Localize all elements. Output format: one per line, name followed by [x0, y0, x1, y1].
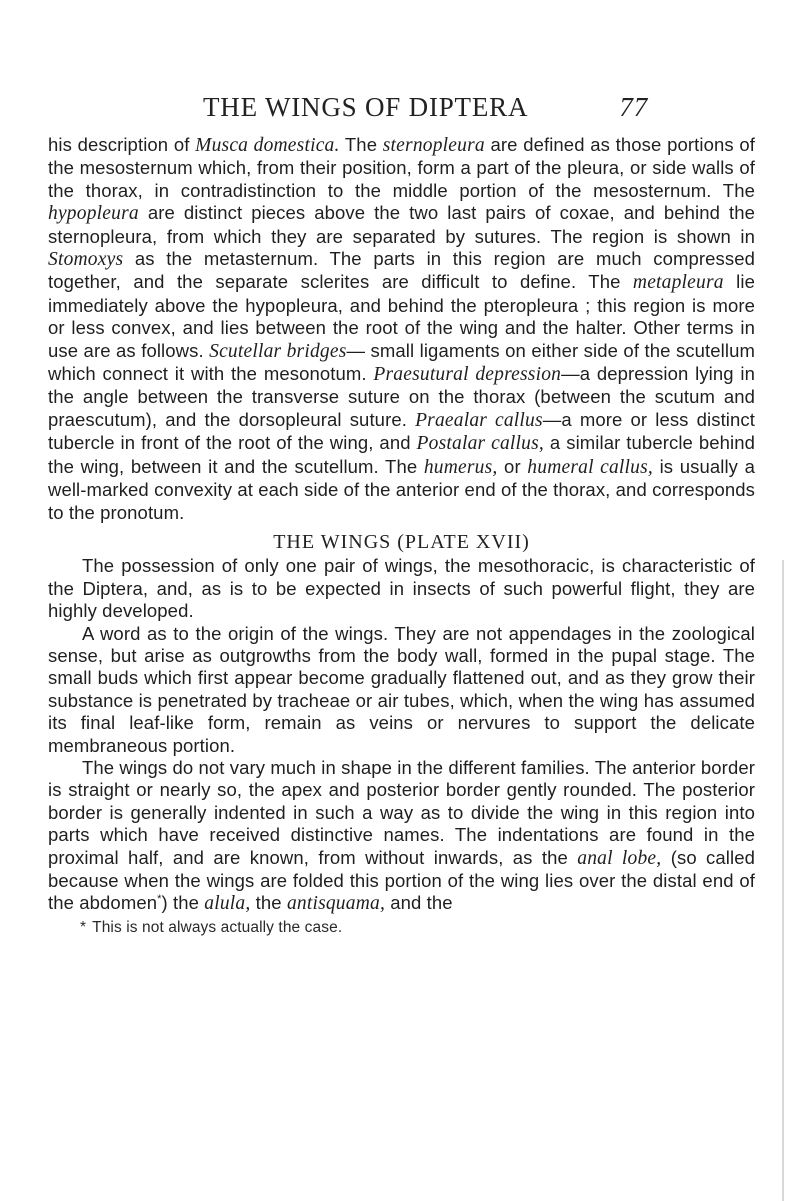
italic-term: alula,	[204, 893, 251, 915]
italic-term: anal lobe,	[577, 847, 662, 869]
italic-term: hypopleura	[48, 203, 139, 225]
italic-term: antisquama,	[286, 893, 386, 915]
footnote-ref: *	[157, 893, 162, 906]
paragraph-wing-origin: A word as to the origin of the wings. They are not appendages in the zoological sense, but arise as outgrowths from the body wall, formed in the pupal stage. The small buds which first appear become gradually flattened out, and as they grow their substance is penetrated by tracheae or air tubes, which, when the wing has assumed its final leaf-like form, remain as veins or nervures to support the delicate membraneous portion.	[48, 622, 755, 756]
text-run: — small ligaments on either side of the scutellum which connect it with the mesonotum.	[48, 339, 755, 385]
italic-term: metapleura	[632, 272, 724, 294]
italic-term: Praealar callus	[415, 409, 543, 431]
paragraph-wings-intro: The possession of only one pair of wings, the mesothoracic, is characteristic of the Diptera, and, as is to be expected in insects of such powerful flight, they are highly developed.	[48, 555, 755, 622]
page-number: 77	[619, 92, 648, 122]
paragraph-thorax-terms	[48, 134, 755, 524]
text-run: lie immediately above the hypopleura, and behind the pteropleura ; this region is more or less convex, and lies between the root of the wing and the halter. Other terms in use are as follows.	[48, 271, 755, 361]
text-run: as the metasternum. The parts in this region are much compressed together, and the separate sclerites are difficult to define. The	[48, 248, 755, 293]
text-run: —a depression lying in the angle between the transverse suture on the thorax (between the scutum and praescutum), and the dorsopleural suture.	[48, 363, 756, 430]
text-run: The wings do not vary much in shape in the different families. The anterior border is straight or nearly so, the apex and posterior border gently rounded. The posterior border is generally indented in such a way as to divide the wing in this region into parts which have received distinctive names. The indentations are found in the proximal half, and are known, from without inwards, as the	[48, 756, 755, 868]
text-run: The	[339, 134, 383, 155]
text-run: and the	[385, 892, 453, 914]
text-run: ) the	[161, 892, 205, 914]
text-run: a similar tubercle behind the wing, between it and the scutellum. The	[48, 432, 756, 477]
italic-term: humerus,	[423, 456, 498, 478]
italic-term: Praesutural depression	[373, 364, 562, 386]
text-run: or	[497, 455, 528, 477]
italic-term: Postalar callus,	[416, 433, 544, 455]
section-heading: THE WINGS (PLATE XVII)	[273, 530, 530, 553]
italic-term: Stomoxys	[48, 249, 124, 271]
paragraph-wing-shape	[48, 757, 755, 916]
footnote-text: This is not always actually the case.	[92, 918, 343, 936]
text-run: his description of	[48, 134, 196, 155]
italic-term: Musca domestica.	[195, 135, 340, 156]
running-head	[203, 92, 648, 123]
running-title: THE WINGS OF DIPTERA	[203, 92, 529, 122]
footnote	[48, 918, 755, 938]
body-text	[48, 134, 755, 938]
text-run: are defined as those portions of the mesosternum which, from their position, form a part of the pleura, or side walls of the thorax, in contradistinction to the middle portion of the mesosternum. The	[48, 134, 755, 201]
text-run: the	[250, 892, 287, 914]
text-run: —a more or less distinct tubercle in front of the root of the wing, and	[48, 408, 755, 454]
page-edge-shadow	[782, 560, 784, 1201]
italic-term: sternopleura	[382, 135, 485, 156]
text-run: are distinct pieces above the two last pairs of coxae, and behind the sternopleura, from which they are separated by sutures. The region is shown in	[48, 202, 755, 247]
italic-term: humeral callus,	[527, 456, 653, 478]
footnote-mark: *	[80, 918, 87, 936]
italic-term: Scutellar bridges	[209, 340, 347, 362]
text-run: (so called because when the wings are folded this portion of the wing lies over the distal end of the abdomen	[48, 846, 755, 914]
text-run: is usually a well-marked convexity at each side of the anterior end of the thorax, and corresponds to the pronotum.	[48, 455, 755, 523]
